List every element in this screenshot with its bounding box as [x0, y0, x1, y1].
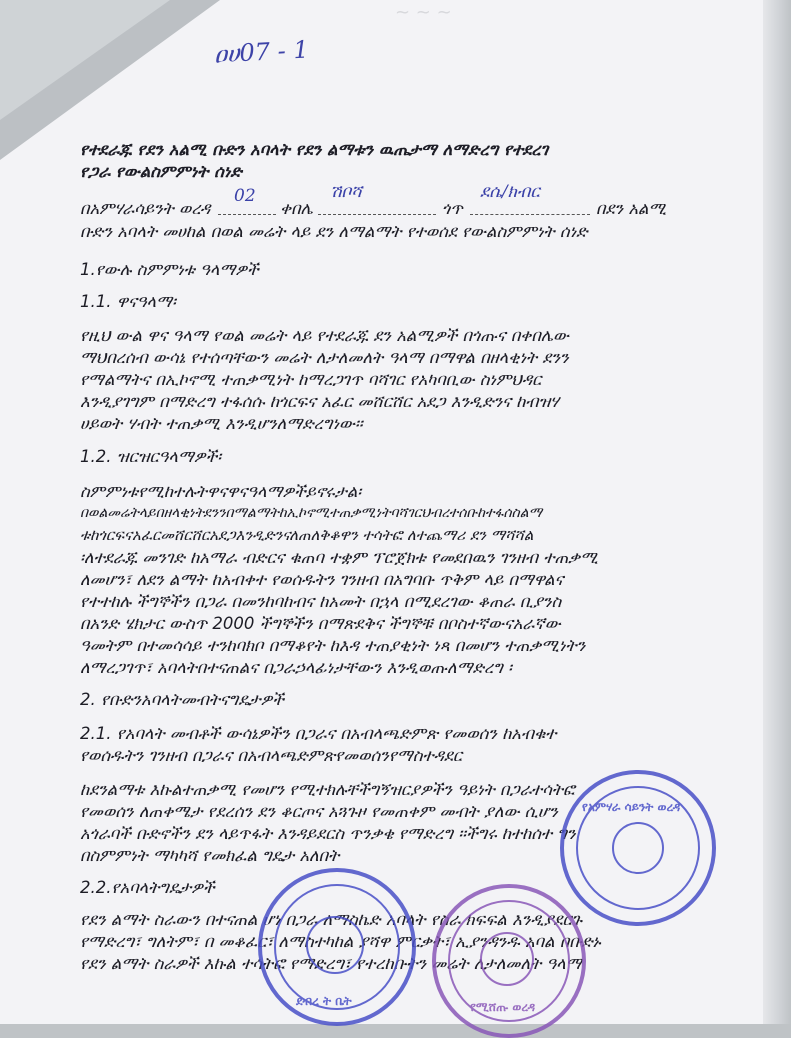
page-fold-inner: [0, 0, 170, 120]
section2-2-line: የማድረግ፣ ግለትም፣ በ መቆፈር፣ ለማስተካከል ያሻዋ ምርቃት፣ ኢያንዳንዱ አባል በቡድኑ: [80, 932, 601, 951]
section1-2-line: ስምምነቱየሚከተሉትዋናዋናዓላማዎችይኖሩታል፡: [80, 482, 362, 501]
section1-1-line: የማልማትና በኢኮኖሚ ተጠቃሚነት ከማረጋገጥ ባሻገር የአካባቢው ስነምህዳር: [80, 370, 542, 389]
section1-1-line: ሀይወት ሃብት ተጠቃሚ እንዲሆንለማድረግነው፡፡: [80, 414, 363, 433]
section1-1-line: የዚህ ውል ዋና ዓላማ የወል መሬት ላይ የተደራጁ ደን አልሚዎች በጎጡና በቀበሌው: [80, 326, 569, 345]
stamp-emblem: [612, 822, 664, 874]
section2-1-line: የመወሰን ለጠቀሜታ የደረሰን ደን ቆርጦና አጓጉዞ የመጠቀም መብት ያለው ሲሆን: [80, 802, 558, 821]
section1-2-heading: 1.2. ዝርዝርዓላማዎች፡: [80, 447, 222, 466]
section1-2-line: ለመሆን፣ ለደን ልማት ከአብቀተ የወሰዱትን ገንዘብ በአግባቡ ጥቅም ላይ በማዋልና: [80, 570, 564, 589]
section1-2-line: ለማረጋገጥ፣ አባላትበተናጠልና በጋራኃላፊነታቸውን እንዲወጡለማድረግ ፡: [80, 658, 512, 677]
stamp-middle-text: የሚሸጡ ወረዳ: [470, 1000, 536, 1014]
section1-1-heading: 1.1. ዋናዓላማ፡: [80, 292, 176, 311]
handwritten-got-name: ደሴ/ክብር: [480, 182, 540, 202]
intro-got-label: ጎጥ: [442, 199, 463, 218]
section2-2-line: የደን ልማት ስራውን በተናጠል ሆነ በጋራ ለማስኬድ አባላት የስራ ክፍፍል እንዲያደርጉ: [80, 910, 583, 929]
handwritten-kebele-name: ሽቦሻ: [330, 182, 362, 202]
section1-2-line: ዓመትም በተመሳሳይ ተንከባክቦ በማቆየት ከእዳ ተጠያቂነት ነጻ በመሆን ተጠቃሚነትን: [80, 636, 586, 655]
stamp-right-text: የአምሃራ ሳይንት ወረዳ: [582, 800, 681, 814]
section2-2-line: የደን ልማት ስራዎች እኩል ተሳትፎ የማድረግ፣ የተረከቡትን መሬት ለታለመለት ዓላማ: [80, 954, 582, 973]
section1-2-line: ቱከጎርፍናአፈርመሸርሸርአደጋእንዲድንናለጠለቅቆዋን ተሳትፎ ለተጨማሪ ደን ማሻሻል: [80, 526, 534, 544]
section1-1-line: እንዲያገግም በማድረግ ተፋሰሱ ከጎርፍና አፈር መሸርሸር አደጋ እንዲድንና ከብዝሃ: [80, 392, 560, 411]
official-stamp-middle: [432, 884, 586, 1038]
bleed-through-text: ~ ~ ~: [395, 2, 452, 23]
section1-1-line: ማህበረሰብ ውሳኔ የተሰጣቸውን መሬት ለታለመለት ዓላማ በማዋል በዘላቂነት ደንን: [80, 348, 569, 367]
blank-line-2: [318, 214, 436, 215]
section1-2-line: ፡ለተደራጁ መንገድ ከአማራ ብድርና ቁጠባ ተቋም ፕሮጀክቱ የመደበዉን ገንዘብ ተጠቃሚ: [80, 548, 598, 567]
section1-2-line: በአንድ ሄክታር ውስጥ 2000 ችግኞችን በማጽደቅና ችግኞቹ በቦስተኛውናአራኛው: [80, 614, 561, 633]
handwritten-woreda-number: 02: [234, 186, 256, 206]
intro-woreda-label: በአምሃራሳይንት ወረዳ: [80, 199, 211, 218]
intro-kebele-label: ቀበሌ: [280, 199, 313, 218]
stamp-emblem: [480, 932, 534, 986]
reference-number: ዐሀ07 - 1: [213, 35, 310, 69]
intro-line1-end: በደን አልሚ: [596, 199, 667, 218]
section2-1-line1: 2.1. የአባላት መብቶች ውሳኔዎችን በጋራና በአብላጫድምጽ የመወሰን ከአብቁተ: [80, 724, 557, 743]
section2-2-heading: 2.2.የአባላትግዴታዎች: [80, 878, 215, 897]
section2-1-line2: የወሰዱትን ገንዘብ በጋራና በአብላጫድምጽየመወሰንየማስተዳደር: [80, 746, 463, 765]
stamp-emblem: [306, 916, 364, 974]
section1-2-line: የተተከሉ ችግኞችን በጋራ በመንከባከብና ከአመት በኋላ በሚደረገው ቆጠራ ቢያንስ: [80, 592, 562, 611]
section1-heading: 1.የውሉ ስምምነቱ ዓላማዎች: [80, 260, 259, 279]
stacked-pages-edge: [763, 0, 791, 1024]
blank-line-1: [218, 214, 276, 215]
document-title-line2: የጋራ የውልስምምነት ሰነድ: [80, 162, 242, 181]
document-title-line1: የተደራጁ የደን አልሚ ቡድን አባላት የደን ልማቱን ዉጤታማ ለማድረግ የተደረገ: [80, 140, 549, 159]
section2-1-line: አጎራባች ቡድኖችን ደን ላይጥፋት እንዳይደርስ ጥንቃቄ የማድረግ ፡፡ችግሩ ከተከሰተ ግን: [80, 824, 576, 843]
section2-1-line: በስምምነት ማካካሻ የመክፈል ግዴታ አለበት: [80, 846, 340, 865]
official-stamp-right: [560, 770, 716, 926]
section2-1-line: ከደንልማቱ እኩልተጠቃሚ የመሆን የሚተክሉቸችግኝዝርያዎችን ዓይነት በጋራተሳትፎ: [80, 780, 575, 799]
blank-line-3: [470, 214, 590, 215]
section1-2-line: በወልመሬትላይበዘላቂነትደንንበማልማትከኢኮኖሚተጠቃሚነትባሻገርህብረተሰቡከተፋሰስልማ: [80, 505, 543, 521]
intro-line2: ቡድን አባላት መሀከል በወል መሬት ላይ ደን ለማልማት የተወሰደ የውልስምምነት ሰነድ: [80, 222, 588, 241]
stamp-left-text: ደብረ ት ቤት: [296, 994, 352, 1008]
section2-heading: 2. የቡድንአባላትመብትናግዴታዎች: [80, 690, 284, 709]
official-stamp-left: [258, 868, 416, 1026]
